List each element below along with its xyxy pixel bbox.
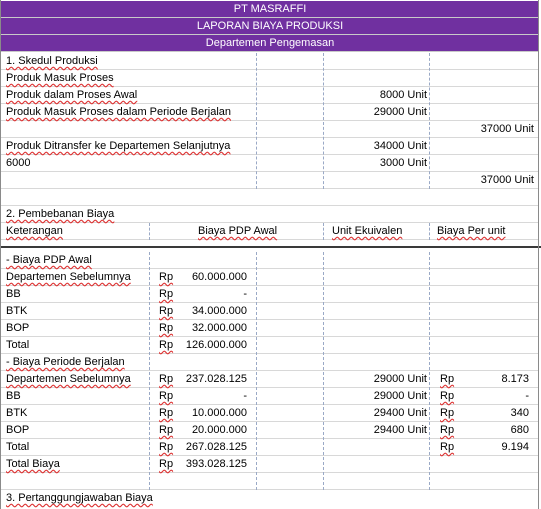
row-value: 8000 Unit [379,89,427,101]
column-divider [149,223,150,240]
amount: 60.000.000 [191,271,247,283]
amount: 267.028.125 [185,441,247,453]
table-row [1,189,539,206]
row-label: Total Biaya [6,458,60,470]
row-label: BOP [6,322,30,334]
table-row [1,70,539,87]
table-row [1,252,539,269]
amount: 237.028.125 [185,373,247,385]
currency-label: Rp [440,424,455,436]
section-divider [0,246,541,248]
table-row [1,286,539,303]
currency-label: Rp [159,271,174,283]
amount: 32.000.000 [191,322,247,334]
subsection-title: - Biaya PDP Awal [6,254,92,266]
row-label: Total [6,339,30,351]
row-total: 37000 Unit [480,123,534,135]
column-divider [429,53,430,189]
table-row [1,269,539,286]
row-label: Produk dalam Proses Awal [6,89,138,101]
section-title: 1. Skedul Produksi [6,55,98,67]
table-row [1,371,539,388]
currency-label: Rp [159,424,174,436]
column-header: Biaya Per unit [437,225,506,237]
table-row [1,456,539,473]
row-label: Departemen Sebelumnya [6,373,131,385]
table-row [1,172,539,189]
table-row [1,206,539,223]
table-row [1,354,539,371]
table-row [1,473,539,490]
table-row [1,439,539,456]
report-title: LAPORAN BIAYA PRODUKSI [1,18,539,35]
row-label: 6000 [6,157,31,169]
column-header: Keterangan [6,225,63,237]
currency-label: Rp [159,390,174,402]
row-label: Departemen Sebelumnya [6,271,131,283]
currency-label: Rp [159,288,174,300]
column-divider [149,252,150,490]
row-value: 34000 Unit [373,140,427,152]
equivalent-units: 29000 Unit [373,373,427,385]
column-divider [323,252,324,490]
column-divider [256,252,257,490]
table-row [1,388,539,405]
currency-label: Rp [440,390,455,402]
cost-per-unit: 340 [510,407,529,419]
column-header-row [1,223,539,240]
table-row [1,303,539,320]
row-value: 3000 Unit [379,157,427,169]
column-header: Biaya PDP Awal [198,225,278,237]
table-row [1,121,539,138]
amount: 393.028.125 [185,458,247,470]
row-total: 37000 Unit [480,174,534,186]
table-row [1,138,539,155]
amount: - [243,390,247,402]
department-title: Departemen Pengemasan [1,35,539,52]
row-label: Produk Ditransfer ke Departemen Selanjutnya [6,140,231,152]
table-row [1,405,539,422]
section-title: 2. Pembebanan Biaya [6,208,115,220]
currency-label: Rp [159,322,174,334]
currency-label: Rp [159,339,174,351]
row-label: Produk Masuk Proses dalam Periode Berjalan [6,106,232,118]
currency-label: Rp [159,458,174,470]
table-row [1,337,539,354]
column-divider [323,223,324,240]
row-label: Produk Masuk Proses [6,72,114,84]
table-row [1,320,539,337]
column-divider [429,223,430,240]
amount: 10.000.000 [191,407,247,419]
equivalent-units: 29400 Unit [373,424,427,436]
equivalent-units: 29400 Unit [373,407,427,419]
row-label: BTK [6,305,28,317]
amount: 126.000.000 [185,339,247,351]
amount: 20.000.000 [191,424,247,436]
column-header: Unit Ekuivalen [332,225,403,237]
cost-per-unit: 680 [510,424,529,436]
currency-label: Rp [440,373,455,385]
section-title: 3. Pertanggungjawaban Biaya [6,492,153,504]
equivalent-units: 29000 Unit [373,390,427,402]
company-title: PT MASRAFFI [1,1,539,18]
table-row [1,490,539,507]
cost-per-unit: 8.173 [501,373,529,385]
subsection-title: - Biaya Periode Berjalan [6,356,125,368]
currency-label: Rp [159,305,174,317]
currency-label: Rp [440,441,455,453]
currency-label: Rp [159,373,174,385]
table-row [1,104,539,121]
column-divider [256,53,257,189]
table-row [1,53,539,70]
column-divider [323,53,324,189]
row-value: 29000 Unit [373,106,427,118]
row-label: BTK [6,407,28,419]
currency-label: Rp [159,407,174,419]
table-row [1,422,539,439]
column-divider [429,252,430,490]
row-label: BOP [6,424,30,436]
amount: - [243,288,247,300]
cost-per-unit: - [525,390,529,402]
row-label: BB [6,390,21,402]
cost-per-unit: 9.194 [501,441,529,453]
row-label: Total [6,441,30,453]
amount: 34.000.000 [191,305,247,317]
table-row [1,87,539,104]
table-row [1,155,539,172]
currency-label: Rp [159,441,174,453]
row-label: BB [6,288,21,300]
currency-label: Rp [440,407,455,419]
